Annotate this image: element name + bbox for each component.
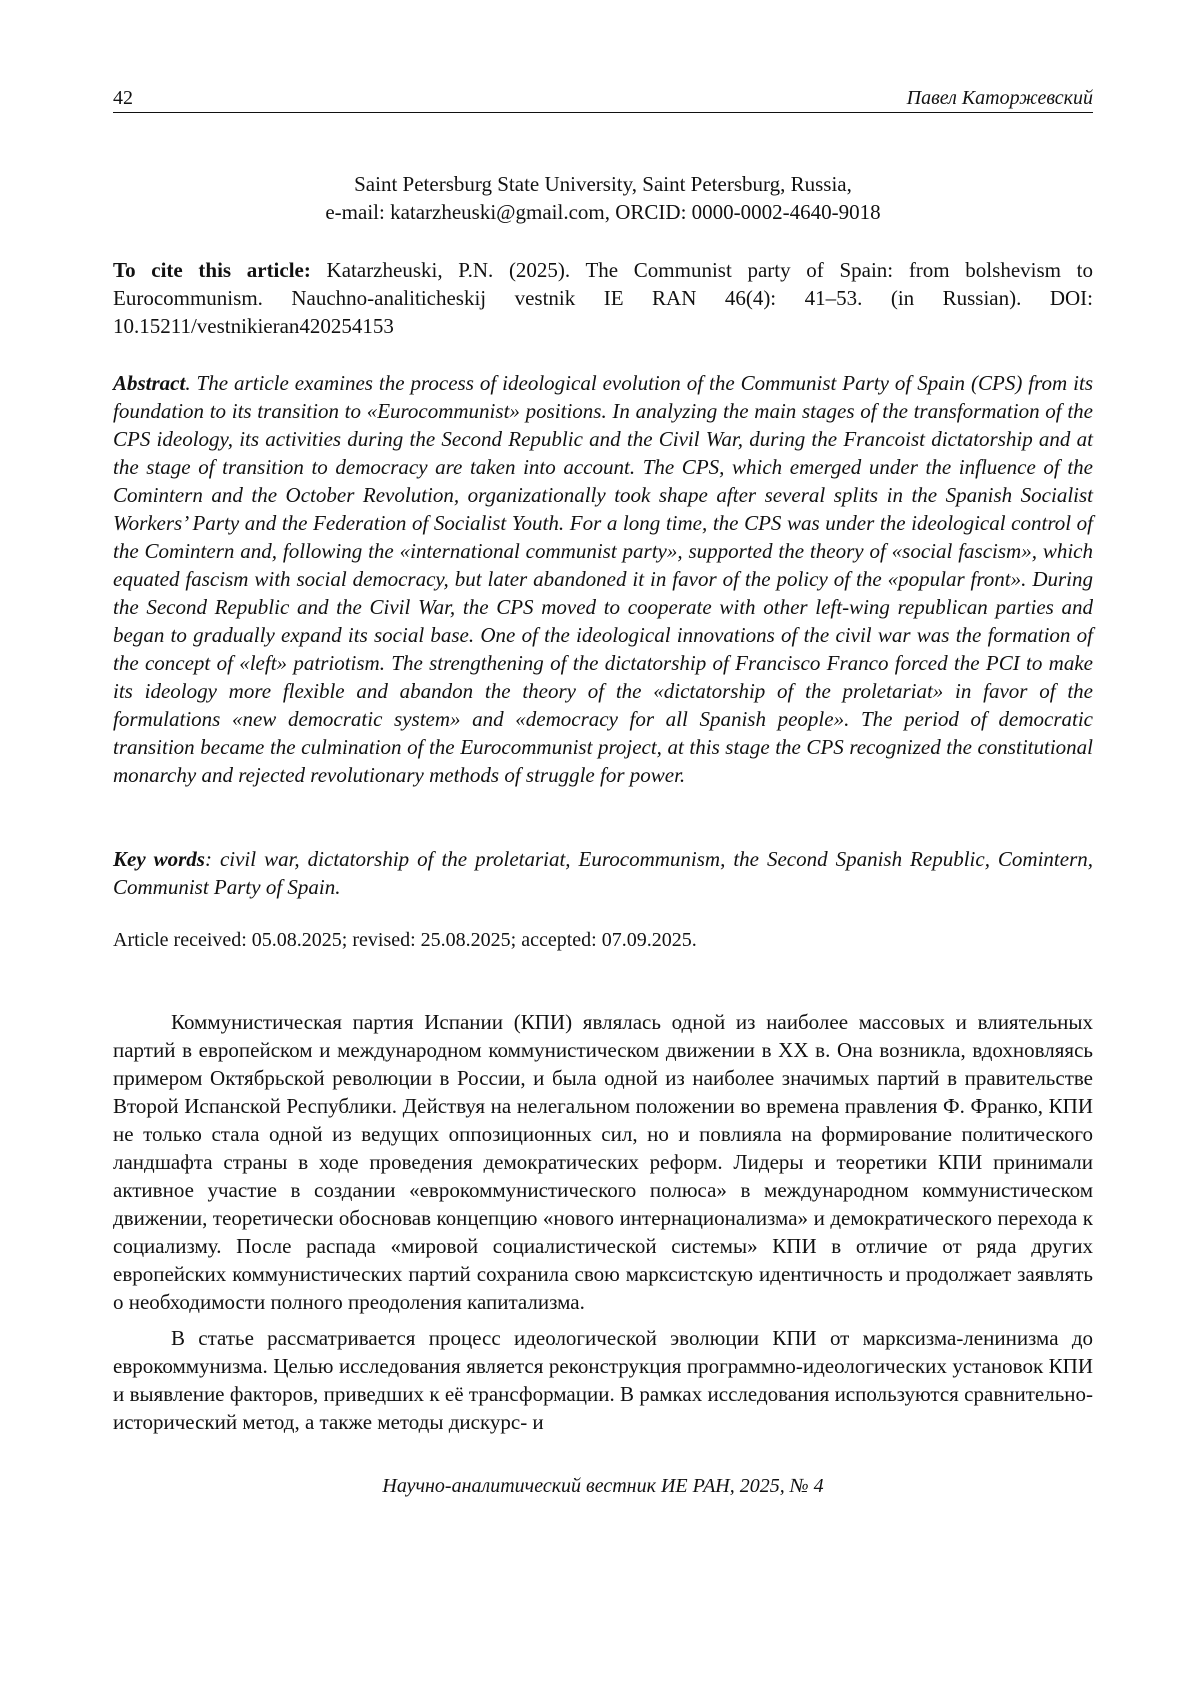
article-dates: Article received: 05.08.2025; revised: 25.08.2025; accepted: 07.09.2025. (113, 929, 697, 951)
running-author: Павел Каторжевский (906, 87, 1093, 109)
body-text (113, 1008, 1093, 1436)
paragraph: Коммунистическая партия Испании (КПИ) являлась одной из наиболее массовых и влиятельных партий в европейском и международном коммунистическом движении в XX в. Она возникла, вдохновляясь примером Октябрьской революции в России, и была одной из наиболее значимых партий в правительстве Второй Испанской Республики. Действуя на нелегальном положении во времена правления Ф. Франко, КПИ не только стала одной из ведущих оппозиционных сил, но и повлияла на формирование политического ландшафта страны в ходе проведения демократических реформ. Лидеры и теоретики КПИ принимали активное участие в создании «еврокоммунистического полюса» в международном коммунистическом движении, теоретически обосновав концепцию «нового интернационализма» и демократического перехода к социализму. После распада «мировой социалистической системы» КПИ в отличие от ряда других европейских коммунистических партий сохранила свою марксистскую идентичность и продолжает заявлять о необходимости полного преодоления капитализма. (113, 1010, 1093, 1314)
running-head (113, 83, 1093, 113)
paragraph: В статье рассматривается процесс идеологической эволюции КПИ от марксизма-ленинизма до еврокоммунизма. Целью исследования является реконструкция программно-идеологических установок КПИ и выявление факторов, приведших к её трансформации. В рамках исследования используются сравнительно-исторический метод, а также методы дискурс- и (113, 1326, 1093, 1434)
abstract (113, 369, 1093, 789)
contact-line: e-mail: katarzheuski@gmail.com, ORCID: 0000-0002-4640-9018 (325, 200, 881, 224)
journal-footer: Научно-аналитический вестник ИЕ РАН, 2025, № 4 (382, 1475, 824, 1497)
keywords (113, 845, 1093, 901)
citation (113, 256, 1093, 340)
abstract-text: . The article examines the process of ideological evolution of the Communist Party of Spain (CPS) from its foundation to its transition to «Eurocommunist» positions. In analyzing the main stages of the transformation of the CPS ideology, its activities during the Second Republic and the Civil War, during the Francoist dictatorship and at the stage of transition to democracy are taken into account. The CPS, which emerged under the influence of the Comintern and the October Revolution, organizationally took shape after several splits in the Spanish Socialist Workers’ Party and the Federation of Socialist Youth. For a long time, the CPS was under the ideological control of the Comintern and, following the «international communist party», supported the theory of «social fascism», which equated fascism with social democracy, but later abandoned it in favor of the policy of the «popular front». During the Second Republic and the Civil War, the CPS moved to cooperate with other left-wing republican parties and began to gradually expand its social base. One of the ideological innovations of the civil war was the formation of the concept of «left» patriotism. The strengthening of the dictatorship of Francisco Franco forced the PCI to make its ideology more flexible and abandon the theory of the «dictatorship of the proletariat» in favor of the formulations «new democratic system» and «democracy for all Spanish people». The period of democratic transition became the culmination of the Eurocommunist project, at this stage the CPS recognized the constitutional monarchy and rejected revolutionary methods of struggle for power. (113, 371, 1093, 787)
keywords-text: : civil war, dictatorship of the proletariat, Eurocommunism, the Second Spanish Republic, Comintern, Communist Party of Spain. (113, 847, 1094, 899)
keywords-label: Key words (113, 847, 205, 871)
page-number: 42 (113, 87, 133, 109)
affiliation-line: Saint Petersburg State University, Saint Petersburg, Russia, (354, 172, 852, 196)
author-affiliation (113, 170, 1093, 226)
abstract-label: Abstract (113, 371, 186, 395)
citation-label: To cite this article: (113, 258, 311, 282)
citation-text: Katarzheuski, P.N. (2025). The Communist party of Spain: from bolshevism to Eurocommunism. Nauchno-analiticheskij vestnik IE RAN 46(4): 41–53. (in Russian). DOI: 10.15211/vestnikieran420254153 (113, 258, 1093, 338)
